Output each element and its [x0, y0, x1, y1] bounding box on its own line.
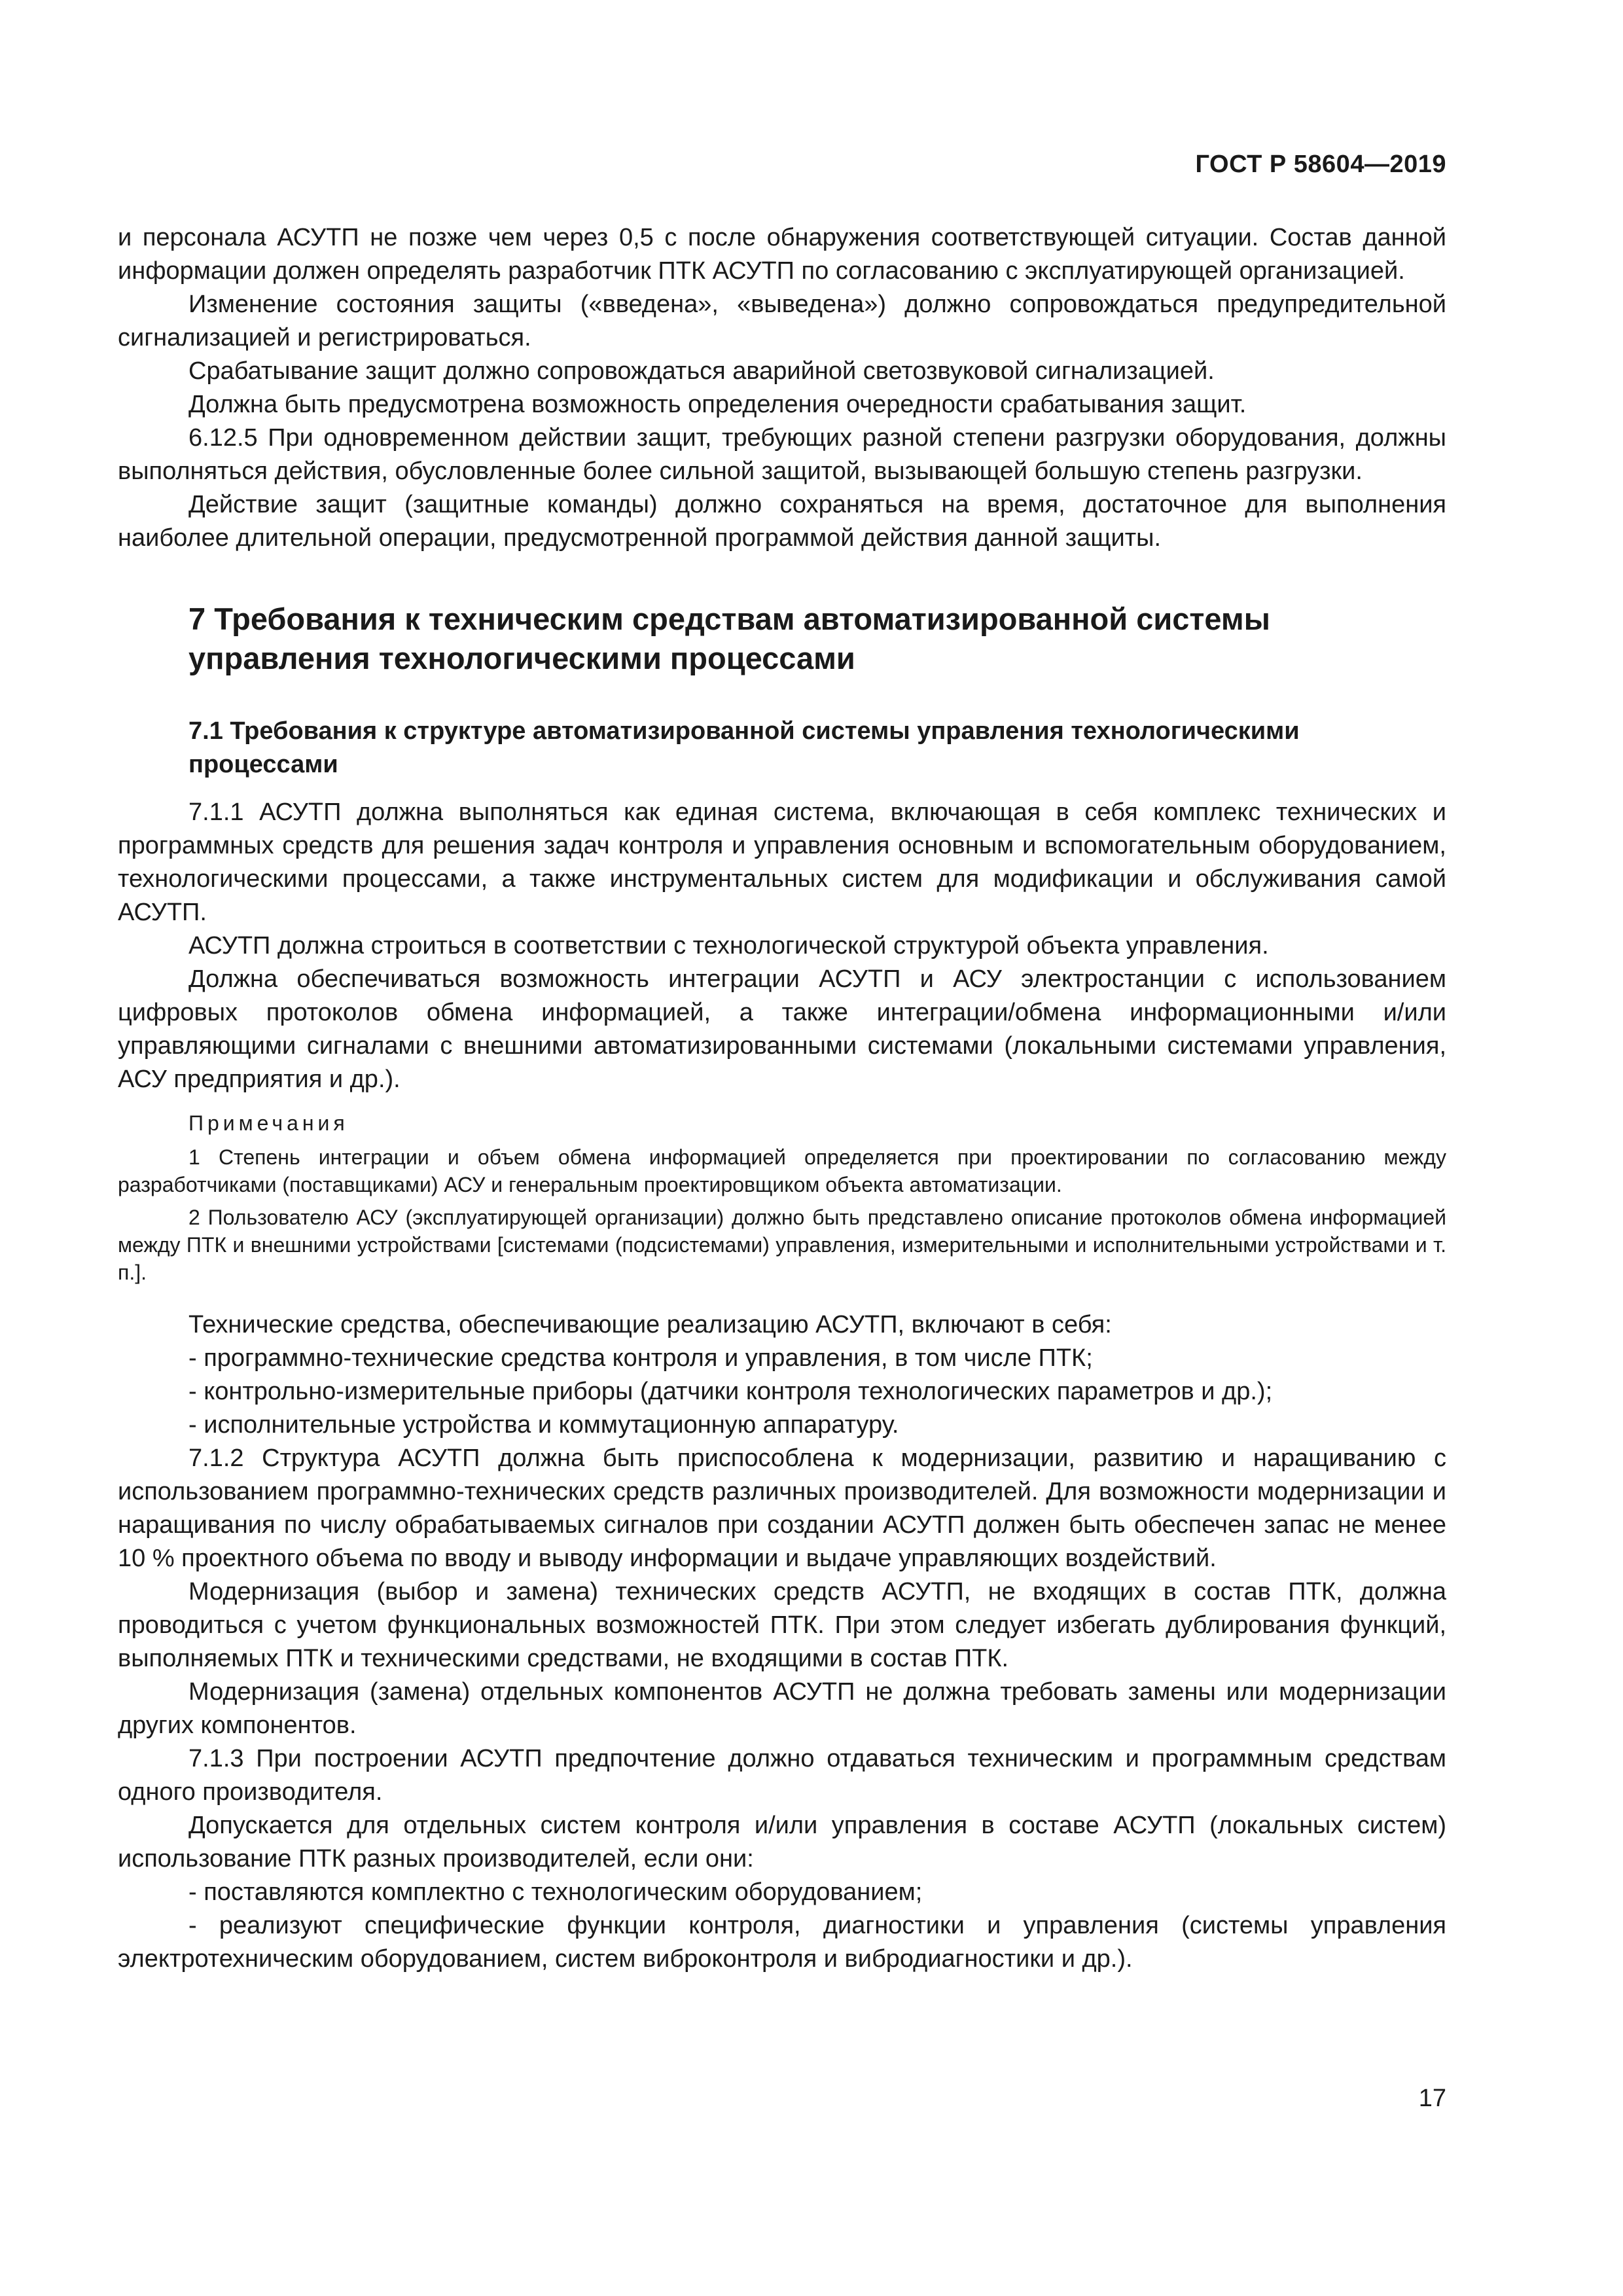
- intro-paragraph: Должна быть предусмотрена возможность определения очередности срабатывания защит.: [188, 391, 1247, 418]
- section-paragraph: 7.1.2 Структура АСУТП должна быть приспособлена к модернизации, развитию и наращиванию с использованием программно-технических средств различных производителей. Для возможности модернизации и наращивания по числу обрабатываемых сигналов при создании АСУТП должен быть обеспечен запас не менее 10 % проектного объема по вводу и выводу информации и выдаче управляющих воздействий.: [118, 1444, 1446, 1572]
- section-7-heading: [188, 600, 1446, 678]
- section-paragraph: Модернизация (выбор и замена) технических средств АСУТП, не входящих в состав ПТК, должна проводиться с учетом функциональных возможностей ПТК. При этом следует избегать дублирования функций, выполняемых ПТК и техническими средствами, не входящими в состав ПТК.: [118, 1578, 1446, 1672]
- note-item: 1 Степень интеграции и объем обмена информацией определяется при проектировании по согласованию между разработчиками (поставщиками) АСУ и генеральным проектировщиком объекта автоматизации.: [118, 1145, 1446, 1196]
- subsection-7-1-heading: [188, 715, 1446, 781]
- section-paragraph: Модернизация (замена) отдельных компонентов АСУТП не должна требовать замены или модернизации других компонентов.: [118, 1678, 1446, 1739]
- page-number: 17: [1418, 2085, 1446, 2112]
- supplier-item: - реализуют специфические функции контроля, диагностики и управления (системы управления электротехническим оборудованием, систем виброконтроля и вибродиагностики и др.).: [118, 1912, 1446, 1973]
- intro-paragraph: Изменение состояния защиты («введена», «выведена») должно сопровождаться предупредительной сигнализацией и регистрироваться.: [118, 291, 1446, 351]
- intro-paragraph: Действие защит (защитные команды) должно сохраняться на время, достаточное для выполнения наиболее длительной операции, предусмотренной программой действия данной защиты.: [118, 491, 1446, 552]
- tech-means-item: - контрольно-измерительные приборы (датчики контроля технологических параметров и др.);: [188, 1378, 1273, 1405]
- notes-title: Примечания: [188, 1111, 349, 1135]
- document-header: ГОСТ Р 58604—2019: [1195, 151, 1446, 178]
- notes-spacer: [118, 1291, 1446, 1308]
- document-body: [118, 221, 1446, 1976]
- document-page: [118, 0, 1446, 2296]
- section-paragraph: 7.1.1 АСУТП должна выполняться как единая система, включающая в себя комплекс технических и программных средств для решения задач контроля и управления основным и вспомогательным оборудованием, технологическими процессами, а также инструментальных систем для модификации и обслуживания самой АСУТП.: [118, 798, 1446, 926]
- section-7-heading-line: 7 Требования к техническим средствам автоматизированной системы: [188, 601, 1270, 636]
- section-7-heading-line: управления технологическими процессами: [188, 641, 855, 675]
- intro-paragraph: и персонала АСУТП не позже чем через 0,5 с после обнаружения соответствующей ситуации. Состав данной информации должен определять разработчик ПТК АСУТП по согласованию с эксплуатирующей организацией.: [118, 224, 1446, 285]
- section-paragraph: Допускается для отдельных систем контроля и/или управления в составе АСУТП (локальных систем) использование ПТК разных производителей, если они:: [118, 1812, 1446, 1873]
- intro-paragraph: Срабатывание защит должно сопровождаться аварийной светозвуковой сигнализацией.: [188, 357, 1215, 385]
- note-item: 2 Пользователю АСУ (эксплуатирующей организации) должно быть представлено описание протоколов обмена информацией между ПТК и внешними устройствами [системами (подсистемами) управления, измерительными и исполнительными устройствами и т. п.].: [118, 1206, 1446, 1284]
- supplier-item: - поставляются комплектно с технологическим оборудованием;: [188, 1878, 923, 1906]
- subsection-heading-line: процессами: [188, 751, 338, 778]
- section-paragraph: Должна обеспечиваться возможность интеграции АСУТП и АСУ электростанции с использованием цифровых протоколов обмена информацией, а также интеграции/обмена информационными и/или управляющими сигналами с внешними автоматизированными системами (локальными системами управления, АСУ предприятия и др.).: [118, 965, 1446, 1093]
- tech-means-item: - исполнительные устройства и коммутационную аппаратуру.: [188, 1411, 899, 1439]
- tech-means-item: - программно-технические средства контроля и управления, в том числе ПТК;: [188, 1344, 1093, 1372]
- subsection-heading-line: 7.1 Требования к структуре автоматизированной системы управления технологическими: [188, 717, 1300, 745]
- tech-means-intro: Технические средства, обеспечивающие реализацию АСУТП, включают в себя:: [188, 1311, 1112, 1338]
- section-paragraph: АСУТП должна строиться в соответствии с технологической структурой объекта управления.: [188, 932, 1269, 960]
- section-paragraph: 7.1.3 При построении АСУТП предпочтение должно отдаваться техническим и программным средствам одного производителя.: [118, 1745, 1446, 1806]
- intro-paragraph: 6.12.5 При одновременном действии защит, требующих разной степени разгрузки оборудования, должны выполняться действия, обусловленные более сильной защитой, вызывающей большую степень разгрузки.: [118, 424, 1446, 485]
